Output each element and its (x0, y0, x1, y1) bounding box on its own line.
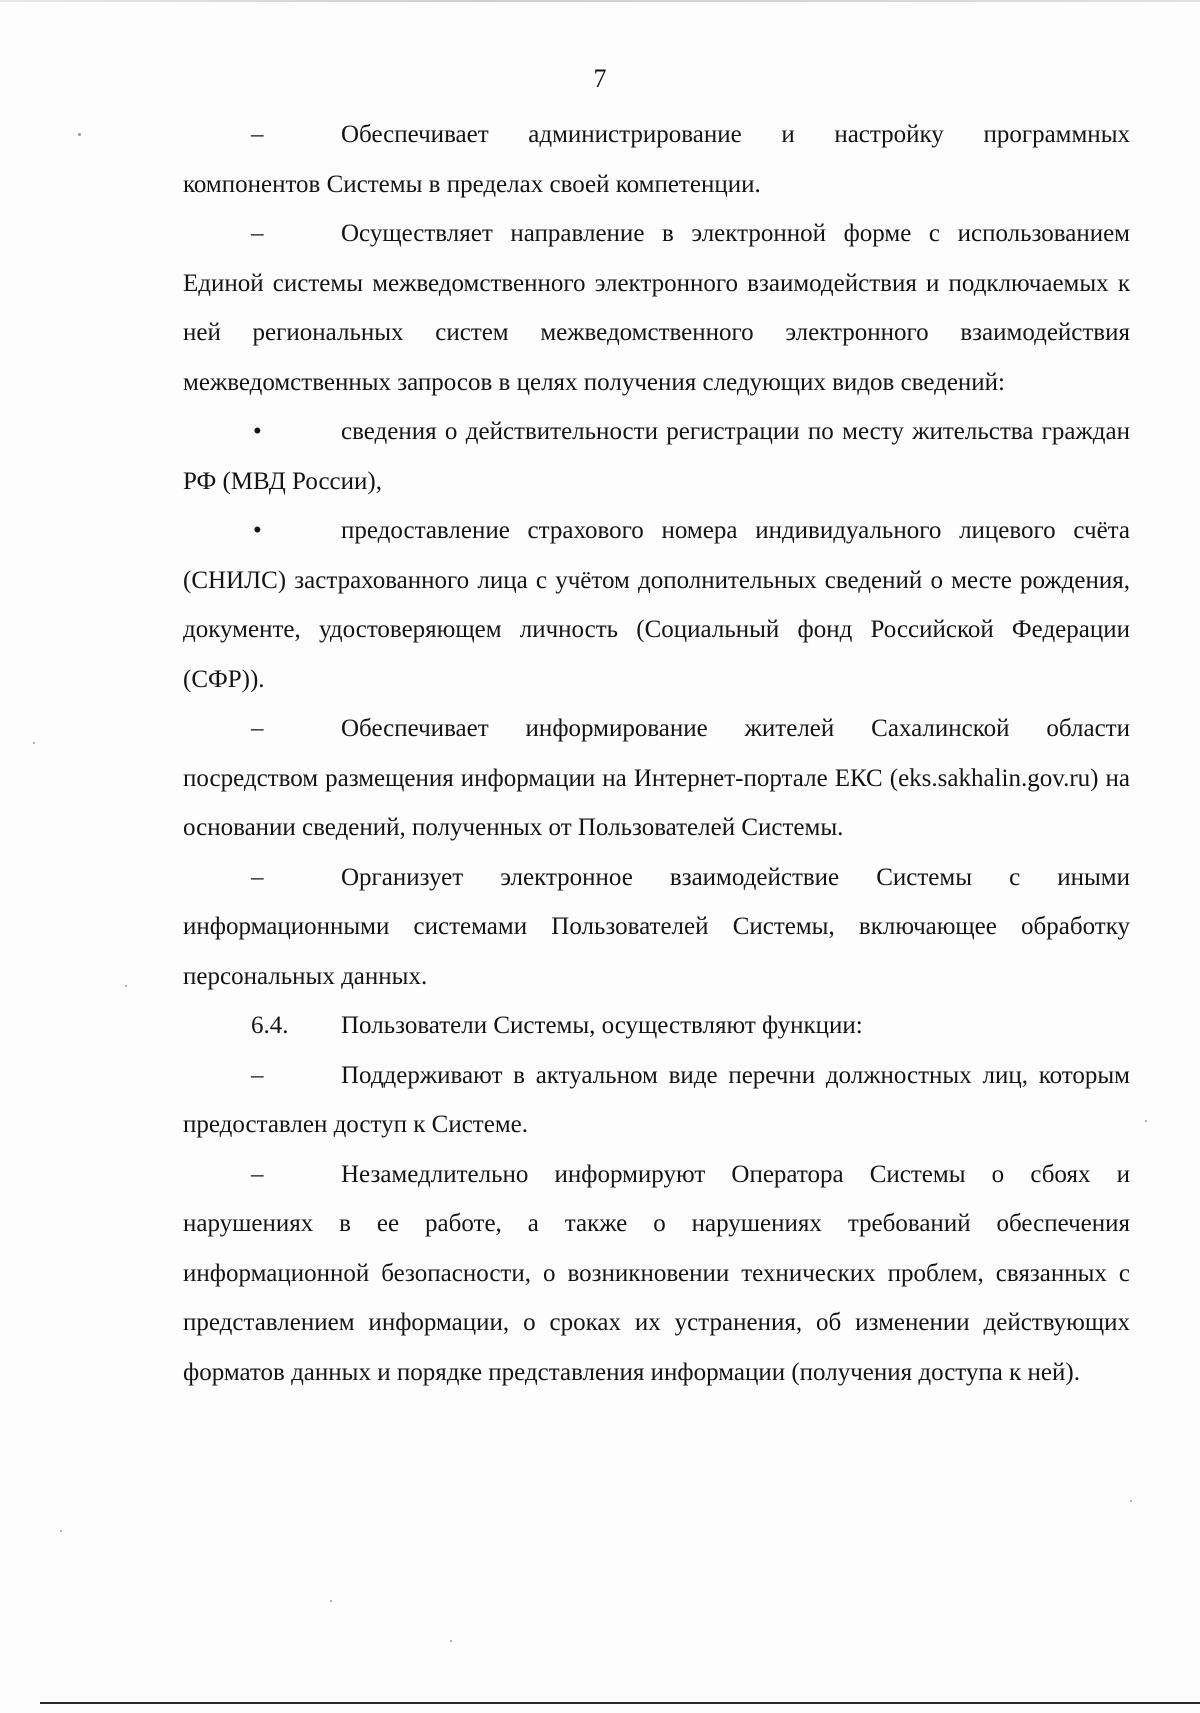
paragraph-text: предоставление страхового номера индивидуального лицевого счёта (СНИЛС) застрахованного лица с учётом дополнительных сведений о месте рождения, документе, удостоверяющем личность (Социальный фонд Российской Федерации (СФР)). (183, 517, 1130, 693)
paragraph-text: Незамедлительно информируют Оператора Системы о сбоях и нарушениях в ее работе, а также о нарушениях требований обеспечения информационной безопасности, о возникновении технических проблем, связанных с представлением информации, о сроках их устранения, об изменении действующих форматов данных и порядке представления информации (получения доступа к ней). (183, 1160, 1130, 1386)
dash-marker: – (251, 1160, 264, 1188)
scan-speck (33, 742, 35, 744)
paragraph-access-lists (183, 1051, 1130, 1150)
scan-speck (78, 133, 81, 136)
paragraph-administration (183, 110, 1130, 209)
page-number: 7 (593, 64, 607, 93)
bullet-snils (183, 506, 1130, 704)
dash-marker: – (251, 121, 264, 148)
section-heading-6-4 (183, 1001, 1130, 1051)
scan-top-edge (0, 0, 1200, 2)
scan-speck (330, 1600, 332, 1602)
bullet-marker: • (253, 418, 262, 445)
dash-marker: – (251, 220, 264, 247)
scan-speck (1145, 1120, 1147, 1122)
paragraph-text: Организует электронное взаимодействие Системы с иными информационными системами Пользователей Системы, включающее обработку персональных данных. (183, 863, 1130, 990)
paragraph-requests (183, 209, 1130, 407)
paragraph-text: Обеспечивает администрирование и настройку программных компонентов Системы в пределах своей компетенции. (183, 121, 1130, 198)
bullet-marker: • (253, 517, 262, 544)
scan-speck (60, 1530, 62, 1532)
paragraph-text: Поддерживают в актуальном виде перечни должностных лиц, которым предоставлен доступ к Системе. (183, 1061, 1130, 1138)
paragraph-text: Пользователи Системы, осуществляют функции: (341, 1012, 863, 1039)
document-body (183, 110, 1130, 1397)
paragraph-incident-reporting (183, 1150, 1130, 1398)
scan-bottom-edge (40, 1702, 1200, 1704)
dash-marker: – (251, 715, 264, 742)
paragraph-interaction (183, 853, 1130, 1002)
paragraph-text: сведения о действительности регистрации по месту жительства граждан РФ (МВД России), (183, 418, 1130, 495)
dash-marker: – (251, 863, 264, 891)
dash-marker: – (251, 1061, 264, 1089)
scan-speck (450, 1640, 452, 1642)
section-number: 6.4. (251, 1012, 289, 1039)
paragraph-text: Обеспечивает информирование жителей Сахалинской области посредством размещения информации на Интернет-портале ЕКС (eks.sakhalin.gov.ru) на основании сведений, полученных от Пользователей Системы. (183, 715, 1130, 841)
paragraph-text: Осуществляет направление в электронной форме с использованием Единой системы межведомственного электронного взаимодействия и подключаемых к ней региональных систем межведомственного электронного взаимодействия межведомственных запросов в целях получения следующих видов сведений: (183, 220, 1130, 396)
scan-speck (1130, 1500, 1132, 1502)
bullet-registration (183, 407, 1130, 506)
paragraph-informing (183, 704, 1130, 853)
scan-speck (125, 985, 127, 987)
